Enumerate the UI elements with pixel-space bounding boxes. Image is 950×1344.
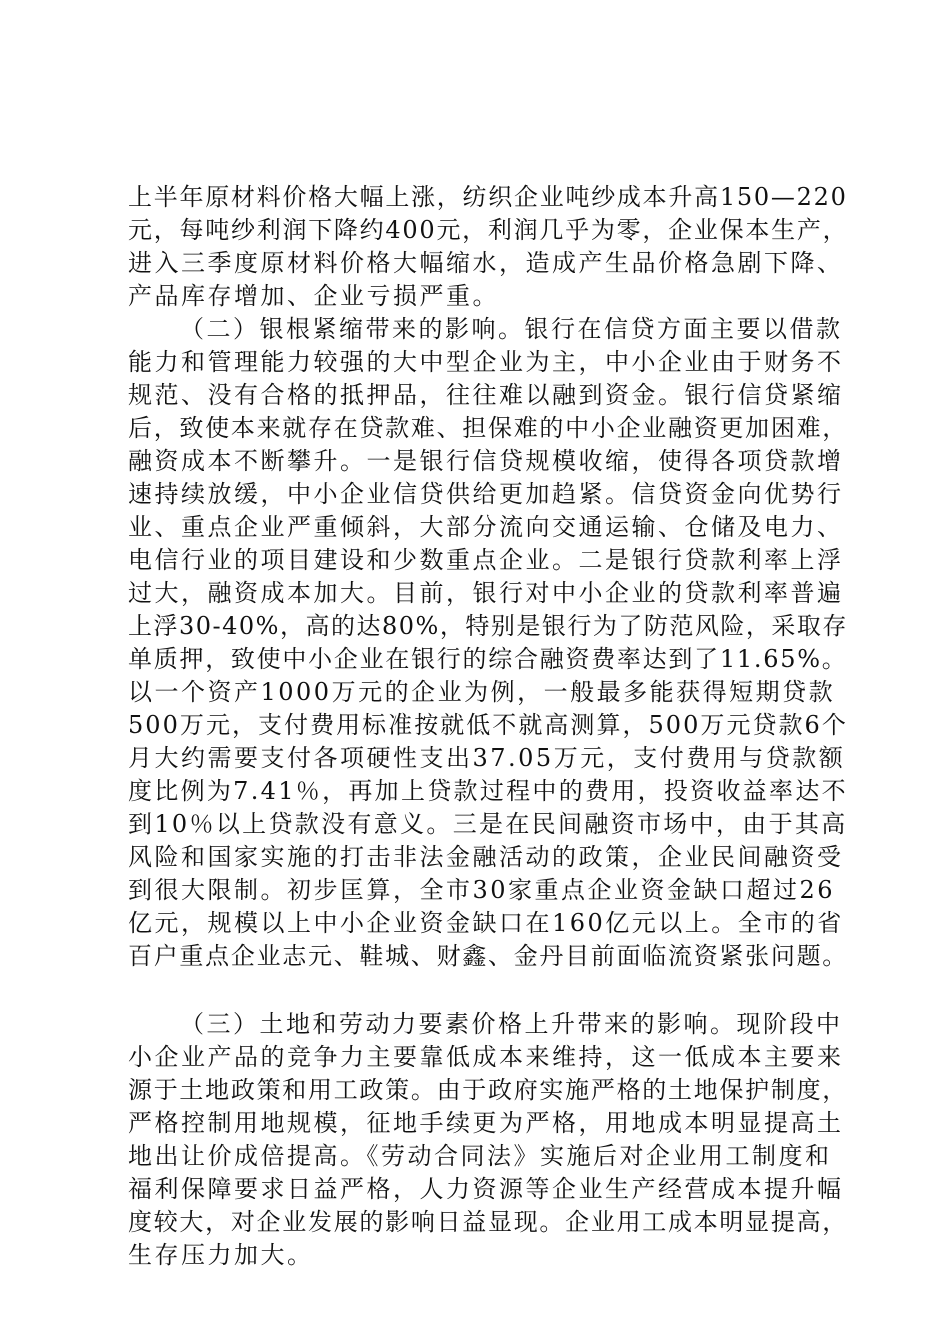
text-line: 到很大限制。初步匡算，全市30家重点企业资金缺口超过26: [128, 876, 836, 904]
text-line: 速持续放缓，中小企业信贷供给更加趋紧。信贷资金向优势行: [128, 480, 844, 508]
text-line: 进入三季度原材料价格大幅缩水，造成产生品价格急剧下降、: [128, 249, 844, 277]
text-line: 后，致使本来就存在贷款难、担保难的中小企业融资更加困难，: [128, 414, 848, 442]
text-line: 500万元，支付费用标准按就低不就高测算，500万元贷款6个: [128, 711, 848, 739]
text-line: 能力和管理能力较强的大中型企业为主，中小企业由于财务不: [128, 348, 844, 376]
text-line: 到10％以上贷款没有意义。三是在民间融资市场中，由于其高: [128, 810, 848, 838]
text-line: 生存压力加大。: [128, 1241, 314, 1269]
text-line: 融资成本不断攀升。一是银行信贷规模收缩，使得各项贷款增: [128, 447, 844, 475]
text-line: 业、重点企业严重倾斜，大部分流向交通运输、仓储及电力、: [128, 513, 844, 541]
text-line: 亿元，规模以上中小企业资金缺口在160亿元以上。全市的省: [128, 909, 844, 937]
text-line: 严格控制用地规模，征地手续更为严格，用地成本明显提高土: [128, 1109, 844, 1137]
text-line: 规范、没有合格的抵押品，往往难以融到资金。银行信贷紧缩: [128, 381, 844, 409]
paragraph-heading-line: （二）银根紧缩带来的影响。银行在信贷方面主要以借款: [180, 315, 843, 343]
text-line: 元，每吨纱利润下降约400元，利润几乎为零，企业保本生产，: [128, 216, 849, 244]
text-line: 地出让价成倍提高。《劳动合同法》实施后对企业用工制度和: [128, 1142, 832, 1170]
paragraph-heading-line: （三）土地和劳动力要素价格上升带来的影响。现阶段中: [180, 1010, 843, 1038]
text-line: 过大，融资成本加大。目前，银行对中小企业的贷款利率普遍: [128, 579, 844, 607]
text-line: 以一个资产1000万元的企业为例，一般最多能获得短期贷款: [128, 678, 836, 706]
text-line: 月大约需要支付各项硬性支出37.05万元，支付费用与贷款额: [128, 744, 846, 772]
text-line: 度比例为7.41％，再加上贷款过程中的费用，投资收益率达不: [128, 777, 848, 805]
text-line: 风险和国家实施的打击非法金融活动的政策，企业民间融资受: [128, 843, 844, 871]
text-line: 电信行业的项目建设和少数重点企业。二是银行贷款利率上浮: [128, 546, 844, 574]
text-line: 百户重点企业志元、鞋城、财鑫、金丹目前面临流资紧张问题。: [128, 942, 848, 970]
text-line: 单质押，致使中小企业在银行的综合融资费率达到了11.65%。: [128, 645, 848, 673]
text-line: 福利保障要求日益严格，人力资源等企业生产经营成本提升幅: [128, 1175, 844, 1203]
text-line: 上浮30-40%，高的达80%，特别是银行为了防范风险，采取存: [128, 612, 848, 640]
text-line: 小企业产品的竞争力主要靠低成本来维持，这一低成本主要来: [128, 1043, 844, 1071]
text-line: 源于土地政策和用工政策。由于政府实施严格的土地保护制度，: [128, 1076, 848, 1104]
text-line: 产品库存增加、企业亏损严重。: [128, 282, 499, 310]
text-line: 上半年原材料价格大幅上涨，纺织企业吨纱成本升高150—220: [128, 183, 848, 211]
text-line: 度较大，对企业发展的影响日益显现。企业用工成本明显提高，: [128, 1208, 848, 1236]
